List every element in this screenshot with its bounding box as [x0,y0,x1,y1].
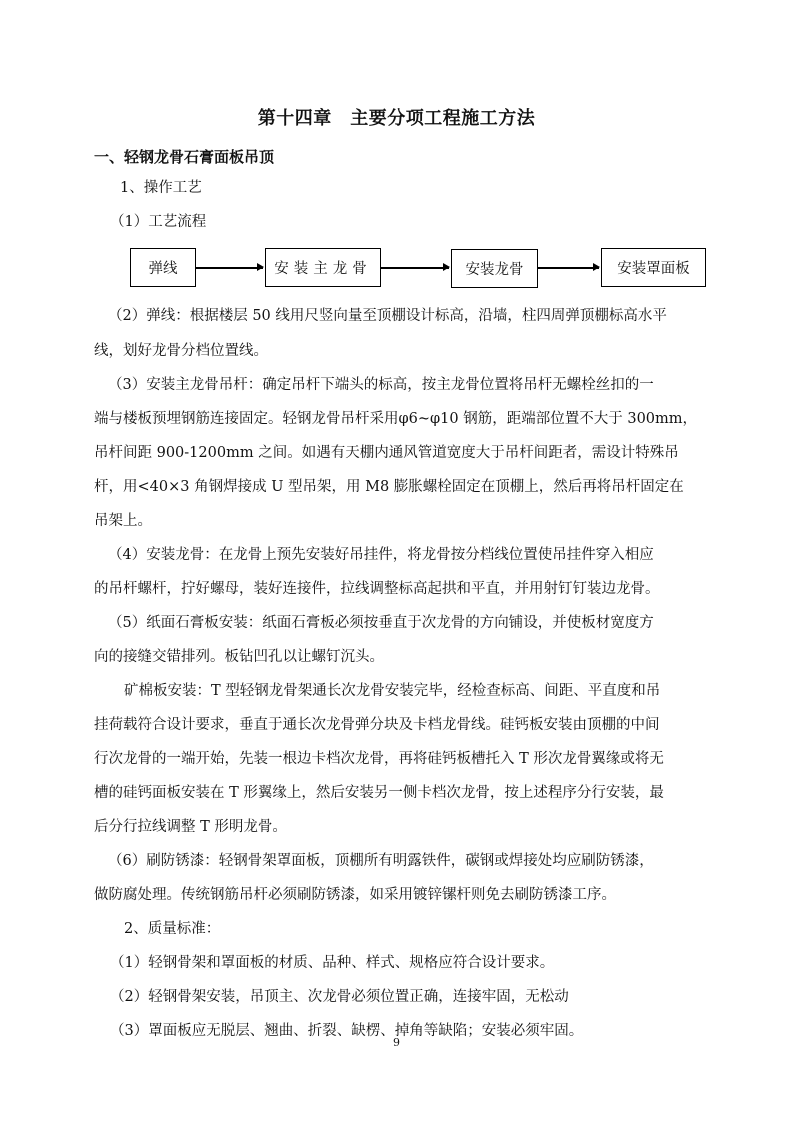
flow-step-install-main-keel [265,248,381,287]
flow-step-label: 安装罩面板 [617,261,690,277]
arrow-right-icon [381,267,449,269]
arrow-right-icon [538,267,599,269]
paragraph-gypsum-board-cont: 向的接缝交错排列。板钻凹孔以让螺钉沉头。 [94,649,384,665]
paragraph-main-keel-rod-cont: 端与楼板预埋钢筋连接固定。轻钢龙骨吊杆采用φ6~φ10 钢筋，距端部位置不大于 300mm， [94,411,698,427]
paragraph-main-keel-rod-cont: 杆，用<40×3 角钢焊接成 U 型吊架，用 M8 膨胀螺栓固定在顶棚上，然后再将吊杆固定在 [94,479,684,495]
flow-step-label: 安装主龙骨 [274,261,372,277]
paragraph-main-keel-rod: （3）安装主龙骨吊杆：确定吊杆下端头的标高，按主龙骨位置将吊杆无螺栓丝扣的一 [108,377,654,393]
flow-step-label: 弹线 [148,261,178,277]
paragraph-mineral-wool-board-cont: 后分行拉线调整 T 形明龙骨。 [94,819,287,835]
flow-step-snap-line [130,248,196,287]
page-number: 9 [393,1036,400,1049]
section-heading: 一、轻钢龙骨石膏面板吊顶 [94,148,275,166]
paragraph-install-keel-cont: 的吊杆螺杆，拧好螺母，装好连接件，拉线调整标高起拱和平直，并用射钉钉装边龙骨。 [94,581,660,597]
paragraph-main-keel-rod-cont: 吊架上。 [94,513,152,529]
chapter-title: 第十四章 主要分项工程施工方法 [257,108,536,129]
subsection-quality-standards: 2、质量标准： [124,921,221,937]
flow-step-install-keel [451,249,538,288]
quality-item: （2）轻钢骨架安装，吊顶主、次龙骨必须位置正确，连接牢固，无松动 [110,989,569,1005]
paragraph-main-keel-rod-cont: 吊杆间距 900-1200mm 之间。如遇有天棚内通风管道宽度大于吊杆间距者，需设计特殊吊 [94,445,679,461]
flow-step-install-cover-panel [601,248,706,287]
paragraph-install-keel: （4）安装龙骨：在龙骨上预先安装好吊挂件，将龙骨按分档线位置使吊挂件穿入相应 [108,547,654,563]
paragraph-mineral-wool-board-cont: 槽的硅钙面板安装在 T 形翼缘上，然后安装另一侧卡档次龙骨，按上述程序分行安装，最 [94,785,664,801]
paragraph-gypsum-board: （5）纸面石膏板安装：纸面石膏板必须按垂直于次龙骨的方向铺设，并使板材宽度方 [108,615,654,631]
arrow-right-icon [196,267,263,269]
item-process-flow-title: （1）工艺流程 [110,214,207,230]
quality-item: （3）罩面板应无脱层、翘曲、折裂、缺楞、掉角等缺陷；安装必须牢固。 [110,1023,584,1039]
paragraph-snap-line: （2）弹线：根据楼层 50 线用尺竖向量至顶棚设计标高，沿墙，柱四周弹顶棚标高水平 [108,308,667,324]
paragraph-mineral-wool-board-cont: 行次龙骨的一端开始，先装一根边卡档次龙骨，再将硅钙板槽托入 T 形次龙骨翼缘或将无 [94,751,664,767]
paragraph-snap-line-cont: 线，划好龙骨分档位置线。 [94,343,268,359]
quality-item: （1）轻钢骨架和罩面板的材质、品种、样式、规格应符合设计要求。 [110,955,555,971]
paragraph-anti-rust-paint-cont: 做防腐处理。传统钢筋吊杆必须刷防锈漆，如采用镀锌镙杆则免去刷防锈漆工序。 [94,887,616,903]
paragraph-anti-rust-paint: （6）刷防锈漆：轻钢骨架罩面板，顶棚所有明露铁件，碳钢或焊接处均应刷防锈漆， [108,853,654,869]
paragraph-mineral-wool-board-cont: 挂荷载符合设计要求，垂直于通长次龙骨弹分块及卡档龙骨线。硅钙板安装由顶棚的中间 [94,717,660,733]
subsection-operation-process: 1、操作工艺 [120,180,202,196]
paragraph-mineral-wool-board: 矿棉板安装：T 型轻钢龙骨架通长次龙骨安装完毕，经检查标高、间距、平直度和吊 [124,683,661,699]
flow-step-label: 安装龙骨 [465,262,524,278]
